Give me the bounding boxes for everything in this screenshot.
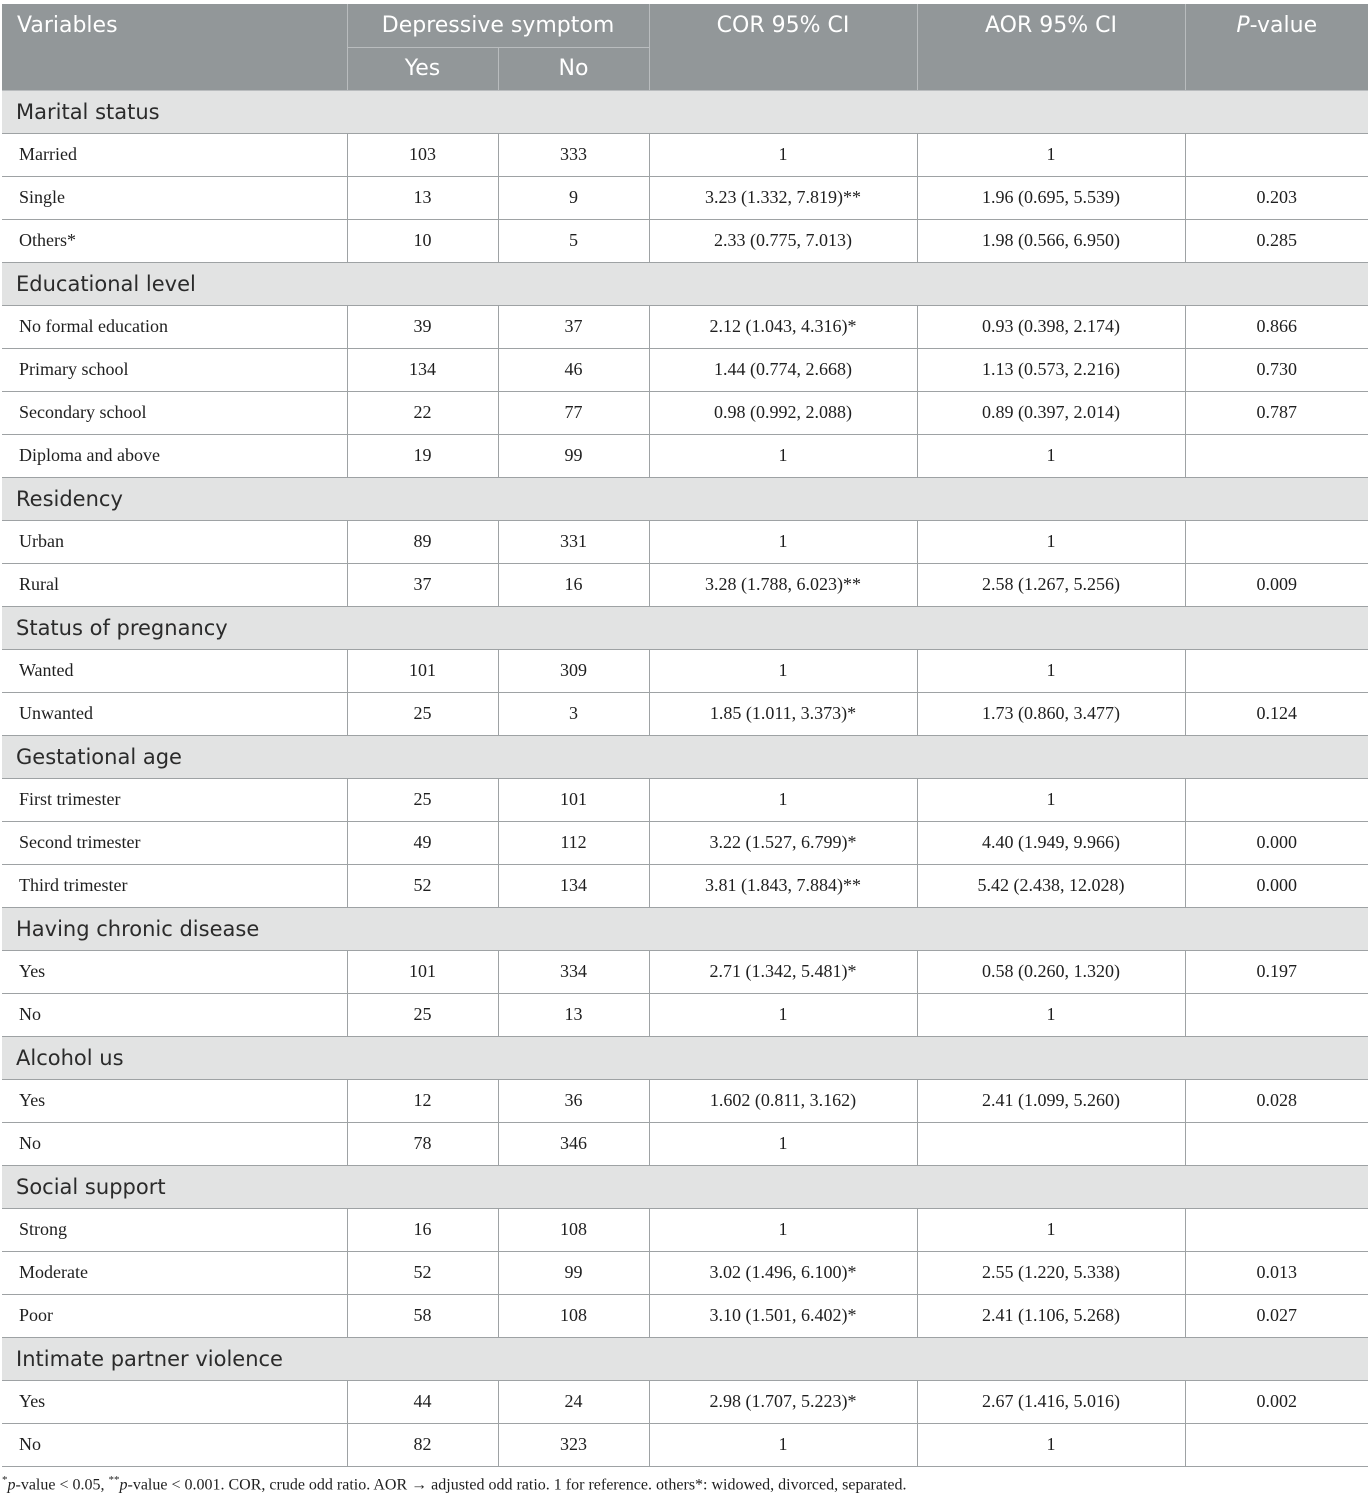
section-row bbox=[2, 477, 1368, 520]
cell-cor: 2.71 (1.342, 5.481)* bbox=[649, 950, 917, 993]
cell-cor: 1.85 (1.011, 3.373)* bbox=[649, 692, 917, 735]
cell-aor: 1.98 (0.566, 6.950) bbox=[917, 219, 1185, 262]
cell-variable: Rural bbox=[2, 563, 347, 606]
table-row bbox=[2, 1122, 1368, 1165]
cell-variable: Others* bbox=[2, 219, 347, 262]
cell-no: 99 bbox=[498, 434, 649, 477]
regression-table bbox=[2, 4, 1368, 1467]
section-title: Status of pregnancy bbox=[2, 606, 1368, 649]
cell-cor: 1 bbox=[649, 434, 917, 477]
table-row bbox=[2, 1208, 1368, 1251]
cell-cor: 2.98 (1.707, 5.223)* bbox=[649, 1380, 917, 1423]
section-row bbox=[2, 1036, 1368, 1079]
cell-cor: 3.23 (1.332, 7.819)** bbox=[649, 176, 917, 219]
cell-variable: Second trimester bbox=[2, 821, 347, 864]
section-row bbox=[2, 606, 1368, 649]
cell-variable: No bbox=[2, 1423, 347, 1466]
section-row bbox=[2, 1337, 1368, 1380]
cell-p-value: 0.197 bbox=[1185, 950, 1368, 993]
cell-no: 134 bbox=[498, 864, 649, 907]
table-row bbox=[2, 520, 1368, 563]
cell-no: 323 bbox=[498, 1423, 649, 1466]
cell-variable: No bbox=[2, 993, 347, 1036]
cell-yes: 39 bbox=[347, 305, 498, 348]
cell-yes: 78 bbox=[347, 1122, 498, 1165]
cell-cor: 1.44 (0.774, 2.668) bbox=[649, 348, 917, 391]
cell-p-value: 0.000 bbox=[1185, 864, 1368, 907]
table-row bbox=[2, 1423, 1368, 1466]
cell-p-value: 0.203 bbox=[1185, 176, 1368, 219]
header-cor: COR 95% CI bbox=[649, 4, 917, 90]
cell-yes: 134 bbox=[347, 348, 498, 391]
cell-cor: 1 bbox=[649, 993, 917, 1036]
table-row bbox=[2, 305, 1368, 348]
cell-aor: 2.41 (1.099, 5.260) bbox=[917, 1079, 1185, 1122]
footnote-p-2: p bbox=[119, 1476, 128, 1494]
cell-aor: 1 bbox=[917, 434, 1185, 477]
cell-cor: 3.22 (1.527, 6.799)* bbox=[649, 821, 917, 864]
cell-variable: Strong bbox=[2, 1208, 347, 1251]
cell-p-value bbox=[1185, 993, 1368, 1036]
table-row bbox=[2, 692, 1368, 735]
cell-aor: 1 bbox=[917, 520, 1185, 563]
section-title: Gestational age bbox=[2, 735, 1368, 778]
cell-variable: Single bbox=[2, 176, 347, 219]
table-footnote bbox=[2, 1474, 907, 1494]
table-row bbox=[2, 864, 1368, 907]
cell-p-value: 0.124 bbox=[1185, 692, 1368, 735]
cell-aor: 1 bbox=[917, 1208, 1185, 1251]
cell-p-value: 0.730 bbox=[1185, 348, 1368, 391]
cell-no: 108 bbox=[498, 1294, 649, 1337]
cell-aor: 1.73 (0.860, 3.477) bbox=[917, 692, 1185, 735]
cell-no: 101 bbox=[498, 778, 649, 821]
table-row bbox=[2, 1380, 1368, 1423]
section-title: Educational level bbox=[2, 262, 1368, 305]
cell-cor: 3.02 (1.496, 6.100)* bbox=[649, 1251, 917, 1294]
cell-no: 3 bbox=[498, 692, 649, 735]
cell-aor: 5.42 (2.438, 12.028) bbox=[917, 864, 1185, 907]
cell-aor: 1 bbox=[917, 1423, 1185, 1466]
cell-cor: 2.33 (0.775, 7.013) bbox=[649, 219, 917, 262]
cell-yes: 19 bbox=[347, 434, 498, 477]
cell-yes: 101 bbox=[347, 649, 498, 692]
cell-yes: 13 bbox=[347, 176, 498, 219]
cell-p-value: 0.009 bbox=[1185, 563, 1368, 606]
cell-variable: No formal education bbox=[2, 305, 347, 348]
cell-p-value: 0.285 bbox=[1185, 219, 1368, 262]
table-row bbox=[2, 391, 1368, 434]
table-body bbox=[2, 90, 1368, 1466]
cell-no: 309 bbox=[498, 649, 649, 692]
header-no: No bbox=[498, 47, 649, 90]
cell-yes: 52 bbox=[347, 1251, 498, 1294]
table-row bbox=[2, 348, 1368, 391]
cell-no: 37 bbox=[498, 305, 649, 348]
cell-variable: Diploma and above bbox=[2, 434, 347, 477]
cell-variable: No bbox=[2, 1122, 347, 1165]
cell-p-value: 0.000 bbox=[1185, 821, 1368, 864]
cell-p-value: 0.028 bbox=[1185, 1079, 1368, 1122]
cell-no: 5 bbox=[498, 219, 649, 262]
table-row bbox=[2, 649, 1368, 692]
cell-cor: 1 bbox=[649, 1208, 917, 1251]
cell-no: 333 bbox=[498, 133, 649, 176]
header-p-value bbox=[1185, 4, 1368, 90]
cell-yes: 101 bbox=[347, 950, 498, 993]
cell-no: 77 bbox=[498, 391, 649, 434]
section-title: Having chronic disease bbox=[2, 907, 1368, 950]
table-row bbox=[2, 434, 1368, 477]
footnote-p-1: p bbox=[7, 1476, 16, 1494]
cell-aor: 1 bbox=[917, 649, 1185, 692]
cell-variable: Unwanted bbox=[2, 692, 347, 735]
cell-p-value bbox=[1185, 1423, 1368, 1466]
cell-cor: 1 bbox=[649, 778, 917, 821]
table-row bbox=[2, 563, 1368, 606]
cell-p-value: 0.013 bbox=[1185, 1251, 1368, 1294]
cell-p-value bbox=[1185, 778, 1368, 821]
footnote-text-1: -value < 0.05, bbox=[15, 1476, 109, 1494]
table-row bbox=[2, 1079, 1368, 1122]
cell-no: 13 bbox=[498, 993, 649, 1036]
cell-aor: 1 bbox=[917, 778, 1185, 821]
cell-variable: Urban bbox=[2, 520, 347, 563]
cell-yes: 82 bbox=[347, 1423, 498, 1466]
cell-aor: 1 bbox=[917, 993, 1185, 1036]
cell-variable: Secondary school bbox=[2, 391, 347, 434]
cell-no: 346 bbox=[498, 1122, 649, 1165]
cell-p-value: 0.866 bbox=[1185, 305, 1368, 348]
cell-cor: 0.98 (0.992, 2.088) bbox=[649, 391, 917, 434]
cell-p-value bbox=[1185, 649, 1368, 692]
cell-aor bbox=[917, 1122, 1185, 1165]
section-row bbox=[2, 1165, 1368, 1208]
header-p-rest: -value bbox=[1249, 13, 1318, 38]
cell-no: 36 bbox=[498, 1079, 649, 1122]
cell-no: 334 bbox=[498, 950, 649, 993]
cell-yes: 22 bbox=[347, 391, 498, 434]
table-row bbox=[2, 176, 1368, 219]
cell-no: 9 bbox=[498, 176, 649, 219]
cell-p-value bbox=[1185, 520, 1368, 563]
cell-cor: 3.81 (1.843, 7.884)** bbox=[649, 864, 917, 907]
cell-no: 331 bbox=[498, 520, 649, 563]
footnote-star-2: ** bbox=[108, 1474, 120, 1486]
cell-no: 108 bbox=[498, 1208, 649, 1251]
cell-cor: 2.12 (1.043, 4.316)* bbox=[649, 305, 917, 348]
cell-p-value bbox=[1185, 1208, 1368, 1251]
header-p-italic: P bbox=[1236, 13, 1250, 38]
table-row bbox=[2, 993, 1368, 1036]
table-row bbox=[2, 133, 1368, 176]
cell-yes: 10 bbox=[347, 219, 498, 262]
cell-cor: 3.28 (1.788, 6.023)** bbox=[649, 563, 917, 606]
cell-cor: 1 bbox=[649, 1122, 917, 1165]
cell-no: 24 bbox=[498, 1380, 649, 1423]
table-row bbox=[2, 1294, 1368, 1337]
table-header bbox=[2, 4, 1368, 90]
cell-variable: Third trimester bbox=[2, 864, 347, 907]
header-aor: AOR 95% CI bbox=[917, 4, 1185, 90]
cell-aor: 1.96 (0.695, 5.539) bbox=[917, 176, 1185, 219]
cell-cor: 1 bbox=[649, 520, 917, 563]
cell-variable: First trimester bbox=[2, 778, 347, 821]
cell-p-value: 0.002 bbox=[1185, 1380, 1368, 1423]
section-title: Marital status bbox=[2, 90, 1368, 133]
cell-p-value bbox=[1185, 434, 1368, 477]
cell-aor: 2.58 (1.267, 5.256) bbox=[917, 563, 1185, 606]
header-variables: Variables bbox=[2, 4, 347, 90]
section-row bbox=[2, 735, 1368, 778]
section-title: Intimate partner violence bbox=[2, 1337, 1368, 1380]
cell-p-value: 0.787 bbox=[1185, 391, 1368, 434]
cell-yes: 25 bbox=[347, 993, 498, 1036]
cell-yes: 12 bbox=[347, 1079, 498, 1122]
footnote-text-2: -value < 0.001. COR, crude odd ratio. AOR → adjusted odd ratio. 1 for reference. others*: widowed, divorced, separated. bbox=[127, 1476, 907, 1494]
cell-variable: Married bbox=[2, 133, 347, 176]
cell-no: 112 bbox=[498, 821, 649, 864]
cell-variable: Yes bbox=[2, 950, 347, 993]
cell-p-value: 0.027 bbox=[1185, 1294, 1368, 1337]
cell-yes: 52 bbox=[347, 864, 498, 907]
cell-yes: 58 bbox=[347, 1294, 498, 1337]
cell-cor: 1 bbox=[649, 133, 917, 176]
section-title: Alcohol us bbox=[2, 1036, 1368, 1079]
cell-p-value bbox=[1185, 133, 1368, 176]
cell-yes: 25 bbox=[347, 778, 498, 821]
section-row bbox=[2, 262, 1368, 305]
cell-aor: 0.58 (0.260, 1.320) bbox=[917, 950, 1185, 993]
cell-variable: Primary school bbox=[2, 348, 347, 391]
cell-yes: 103 bbox=[347, 133, 498, 176]
cell-variable: Poor bbox=[2, 1294, 347, 1337]
cell-no: 99 bbox=[498, 1251, 649, 1294]
cell-yes: 16 bbox=[347, 1208, 498, 1251]
cell-variable: Yes bbox=[2, 1380, 347, 1423]
cell-no: 16 bbox=[498, 563, 649, 606]
table-row bbox=[2, 821, 1368, 864]
table-row bbox=[2, 219, 1368, 262]
cell-aor: 0.93 (0.398, 2.174) bbox=[917, 305, 1185, 348]
cell-aor: 1.13 (0.573, 2.216) bbox=[917, 348, 1185, 391]
table-row bbox=[2, 950, 1368, 993]
cell-p-value bbox=[1185, 1122, 1368, 1165]
section-row bbox=[2, 90, 1368, 133]
cell-yes: 25 bbox=[347, 692, 498, 735]
cell-aor: 2.41 (1.106, 5.268) bbox=[917, 1294, 1185, 1337]
cell-cor: 1 bbox=[649, 1423, 917, 1466]
table-row bbox=[2, 1251, 1368, 1294]
header-depressive-symptom: Depressive symptom bbox=[347, 4, 649, 47]
cell-cor: 1 bbox=[649, 649, 917, 692]
cell-yes: 49 bbox=[347, 821, 498, 864]
cell-yes: 44 bbox=[347, 1380, 498, 1423]
footnote-star-1: * bbox=[2, 1474, 8, 1486]
cell-variable: Wanted bbox=[2, 649, 347, 692]
cell-variable: Moderate bbox=[2, 1251, 347, 1294]
cell-cor: 3.10 (1.501, 6.402)* bbox=[649, 1294, 917, 1337]
cell-cor: 1.602 (0.811, 3.162) bbox=[649, 1079, 917, 1122]
header-yes: Yes bbox=[347, 47, 498, 90]
cell-no: 46 bbox=[498, 348, 649, 391]
cell-aor: 2.67 (1.416, 5.016) bbox=[917, 1380, 1185, 1423]
section-title: Residency bbox=[2, 477, 1368, 520]
section-title: Social support bbox=[2, 1165, 1368, 1208]
cell-yes: 37 bbox=[347, 563, 498, 606]
cell-variable: Yes bbox=[2, 1079, 347, 1122]
cell-aor: 0.89 (0.397, 2.014) bbox=[917, 391, 1185, 434]
cell-aor: 4.40 (1.949, 9.966) bbox=[917, 821, 1185, 864]
cell-aor: 2.55 (1.220, 5.338) bbox=[917, 1251, 1185, 1294]
cell-yes: 89 bbox=[347, 520, 498, 563]
cell-aor: 1 bbox=[917, 133, 1185, 176]
table-row bbox=[2, 778, 1368, 821]
section-row bbox=[2, 907, 1368, 950]
